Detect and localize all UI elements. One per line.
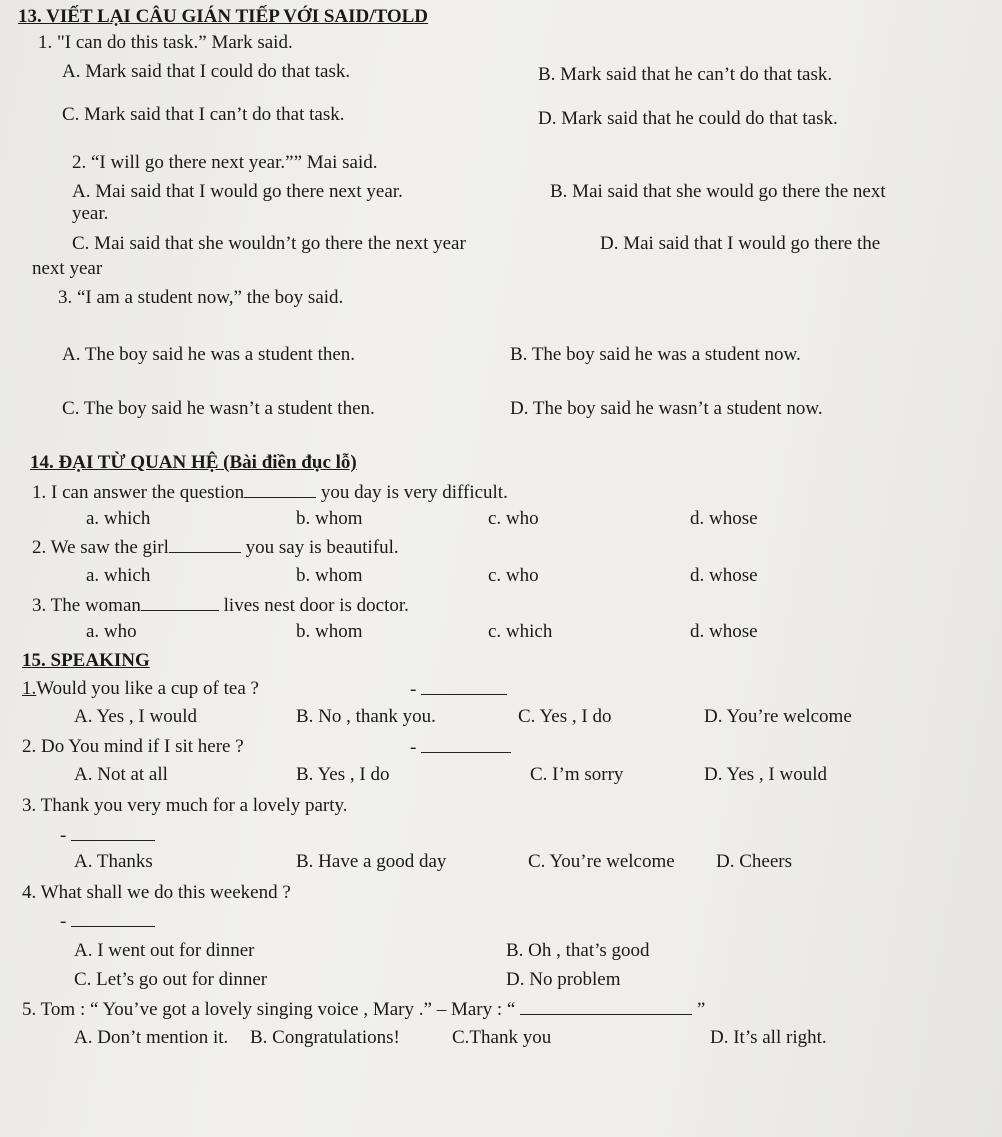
s15-q5-option-d: D. It’s all right.	[710, 1027, 827, 1048]
answer-blank	[141, 594, 219, 611]
s14-q3-stem-post: lives nest door is doctor.	[223, 595, 409, 616]
s14-q2-stem-pre: 2. We saw the girl	[32, 537, 169, 558]
s14-q3-option-c: c. which	[488, 621, 553, 642]
s14-q2-stem	[32, 536, 399, 559]
s15-q1-option-c: C. Yes , I do	[518, 706, 612, 727]
s15-q2-option-c: C. I’m sorry	[530, 764, 624, 785]
s15-q4-option-b: B. Oh , that’s good	[506, 940, 650, 961]
dash: -	[410, 679, 417, 700]
s14-q3-stem	[32, 594, 409, 617]
section-13-title: 13. VIẾT LẠI CÂU GIÁN TIẾP VỚI SAID/TOLD	[18, 6, 429, 27]
answer-blank	[71, 910, 155, 927]
s14-q2-option-c: c. who	[488, 565, 539, 586]
s15-q3-option-b: B. Have a good day	[296, 851, 447, 872]
answer-blank	[421, 736, 511, 753]
s13-q3-option-a: A. The boy said he was a student then.	[62, 344, 356, 365]
s14-q1-option-a: a. which	[86, 508, 151, 529]
s15-q1-stem: Would you like a cup of tea ?	[36, 678, 259, 699]
s15-q5-option-a: A. Don’t mention it.	[74, 1027, 229, 1048]
s13-q2-option-d-continued: next year	[32, 258, 103, 279]
s13-q1-option-a: A. Mark said that I could do that task.	[62, 61, 351, 82]
section-14-title: 14. ĐẠI TỪ QUAN HỆ (Bài điền đục lỗ)	[30, 452, 357, 473]
s15-q5-option-b: B. Congratulations!	[250, 1027, 400, 1048]
s15-q5-close-quote: ”	[696, 999, 706, 1020]
answer-blank	[169, 536, 241, 553]
s14-q1-stem-pre: 1. I can answer the question	[32, 482, 245, 503]
s14-q3-option-a: a. who	[86, 621, 137, 642]
s13-q2-option-b: B. Mai said that she would go there the next	[550, 181, 886, 202]
s13-q2-stem: 2. “I will go there next year.”” Mai said.	[72, 152, 378, 173]
s14-q1-stem-post: you day is very difficult.	[320, 482, 508, 503]
s15-q1-option-d: D. You’re welcome	[704, 706, 852, 727]
s15-q3-option-d: D. Cheers	[716, 851, 792, 872]
s13-q3-option-b: B. The boy said he was a student now.	[510, 344, 801, 365]
s15-q4-option-c: C. Let’s go out for dinner	[74, 969, 268, 990]
s13-q1-option-d: D. Mark said that he could do that task.	[538, 108, 838, 129]
s15-q2-option-d: D. Yes , I would	[704, 764, 827, 785]
s14-q2-stem-post: you say is beautiful.	[245, 537, 399, 558]
s13-q1-stem: 1. "I can do this task.” Mark said.	[38, 32, 293, 53]
dash: -	[60, 825, 67, 846]
answer-blank	[71, 824, 155, 841]
s14-q2-option-a: a. which	[86, 565, 151, 586]
s15-q2-stem: 2. Do You mind if I sit here ?	[22, 736, 244, 757]
s13-q1-option-b: B. Mark said that he can’t do that task.	[538, 64, 833, 85]
s14-q3-option-b: b. whom	[296, 621, 363, 642]
s14-q1-stem	[32, 481, 508, 504]
dash: -	[410, 737, 417, 758]
s13-q2-option-a: A. Mai said that I would go there next year.	[72, 181, 403, 202]
s15-q4-response	[60, 910, 155, 933]
answer-blank	[244, 481, 316, 498]
s15-q1-response	[410, 678, 507, 701]
s14-q2-option-d: d. whose	[690, 565, 758, 586]
s15-q4-option-d: D. No problem	[506, 969, 621, 990]
answer-blank	[421, 678, 507, 695]
s14-q1-option-d: d. whose	[690, 508, 758, 529]
s14-q3-stem-pre: 3. The woman	[32, 595, 141, 616]
s15-q2-option-b: B. Yes , I do	[296, 764, 390, 785]
s14-q1-option-c: c. who	[488, 508, 539, 529]
s14-q2-option-b: b. whom	[296, 565, 363, 586]
s15-q3-option-a: A. Thanks	[74, 851, 153, 872]
s15-q3-option-c: C. You’re welcome	[528, 851, 675, 872]
s15-q3-stem: 3. Thank you very much for a lovely party.	[22, 795, 348, 816]
s15-q1-option-a: A. Yes , I would	[74, 706, 197, 727]
s13-q2-option-d: D. Mai said that I would go there the	[600, 233, 881, 254]
s15-q4-option-a: A. I went out for dinner	[74, 940, 255, 961]
s14-q3-option-d: d. whose	[690, 621, 758, 642]
s15-q1-number: 1.	[22, 678, 37, 699]
answer-blank	[520, 998, 692, 1015]
s15-q3-response	[60, 824, 155, 847]
s13-q3-option-d: D. The boy said he wasn’t a student now.	[510, 398, 823, 419]
s13-q3-stem: 3. “I am a student now,” the boy said.	[58, 287, 344, 308]
s13-q2-option-c: C. Mai said that she wouldn’t go there the next year	[72, 233, 466, 254]
s13-q1-option-c: C. Mark said that I can’t do that task.	[62, 104, 345, 125]
s13-q2-option-b-continued: year.	[72, 203, 109, 224]
s15-q5-stem: 5. Tom : “ You’ve got a lovely singing voice , Mary .” – Mary : “	[22, 999, 516, 1020]
s15-q5-stem-row	[22, 998, 705, 1021]
s14-q1-option-b: b. whom	[296, 508, 363, 529]
section-15-title: 15. SPEAKING	[22, 650, 150, 671]
s15-q2-option-a: A. Not at all	[74, 764, 168, 785]
dash: -	[60, 911, 67, 932]
s15-q4-stem: 4. What shall we do this weekend ?	[22, 882, 291, 903]
s15-q2-response	[410, 736, 511, 759]
s13-q3-option-c: C. The boy said he wasn’t a student then.	[62, 398, 375, 419]
s15-q1-option-b: B. No , thank you.	[296, 706, 436, 727]
s15-q1-stem-row	[22, 678, 259, 700]
s15-q5-option-c: C.Thank you	[452, 1027, 552, 1048]
